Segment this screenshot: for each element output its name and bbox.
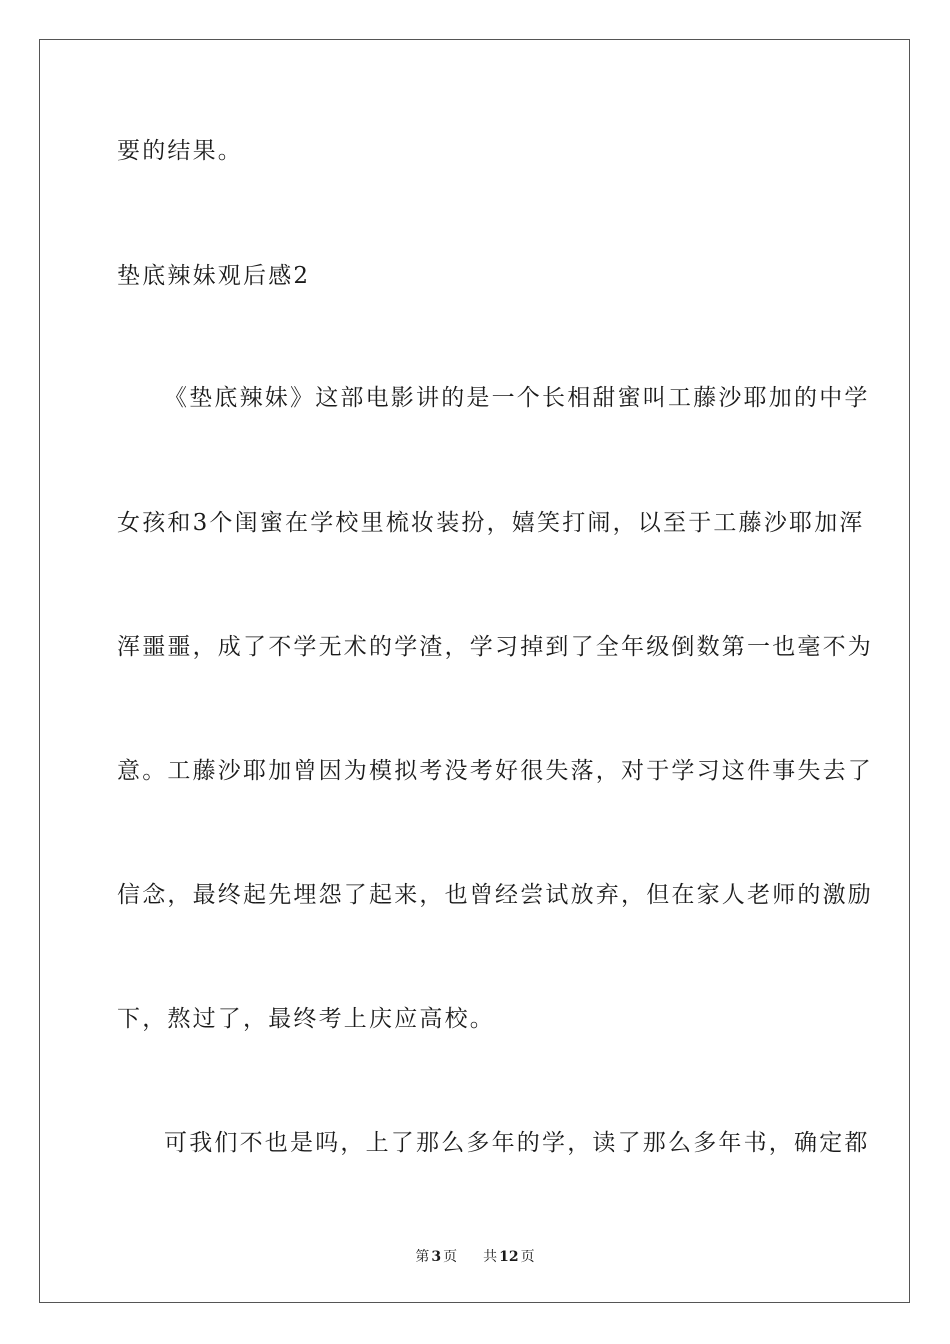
page-indicator bbox=[413, 1249, 459, 1265]
total-pages: 12 bbox=[499, 1249, 519, 1265]
paragraph-line: 《垫底辣妹》这部电影讲的是一个长相甜蜜叫工藤沙耶加的中学 bbox=[164, 385, 870, 411]
total-prefix: 共 bbox=[483, 1249, 498, 1265]
section-heading: 垫底辣妹观后感2 bbox=[117, 263, 311, 289]
page-number: 3 bbox=[431, 1249, 442, 1265]
total-pages-indicator bbox=[481, 1249, 536, 1265]
page-suffix: 页 bbox=[443, 1249, 458, 1265]
paragraph-line: 下，熬过了，最终考上庆应高校。 bbox=[117, 1006, 495, 1032]
page-frame bbox=[39, 39, 910, 1303]
paragraph-line: 可我们不也是吗，上了那么多年的学，读了那么多年书，确定都 bbox=[164, 1130, 870, 1156]
paragraph-line: 信念，最终起先埋怨了起来，也曾经尝试放弃，但在家人老师的激励 bbox=[117, 882, 873, 908]
page-prefix: 第 bbox=[415, 1249, 430, 1265]
paragraph-line: 女孩和3个闺蜜在学校里梳妆装扮，嬉笑打闹，以至于工藤沙耶加浑 bbox=[117, 510, 865, 536]
paragraph-line: 要的结果。 bbox=[117, 138, 243, 164]
page-footer bbox=[0, 1248, 950, 1266]
paragraph-line: 意。工藤沙耶加曾因为模拟考没考好很失落，对于学习这件事失去了 bbox=[117, 758, 873, 784]
paragraph-line: 浑噩噩，成了不学无术的学渣，学习掉到了全年级倒数第一也毫不为 bbox=[117, 634, 873, 660]
total-suffix: 页 bbox=[520, 1249, 535, 1265]
